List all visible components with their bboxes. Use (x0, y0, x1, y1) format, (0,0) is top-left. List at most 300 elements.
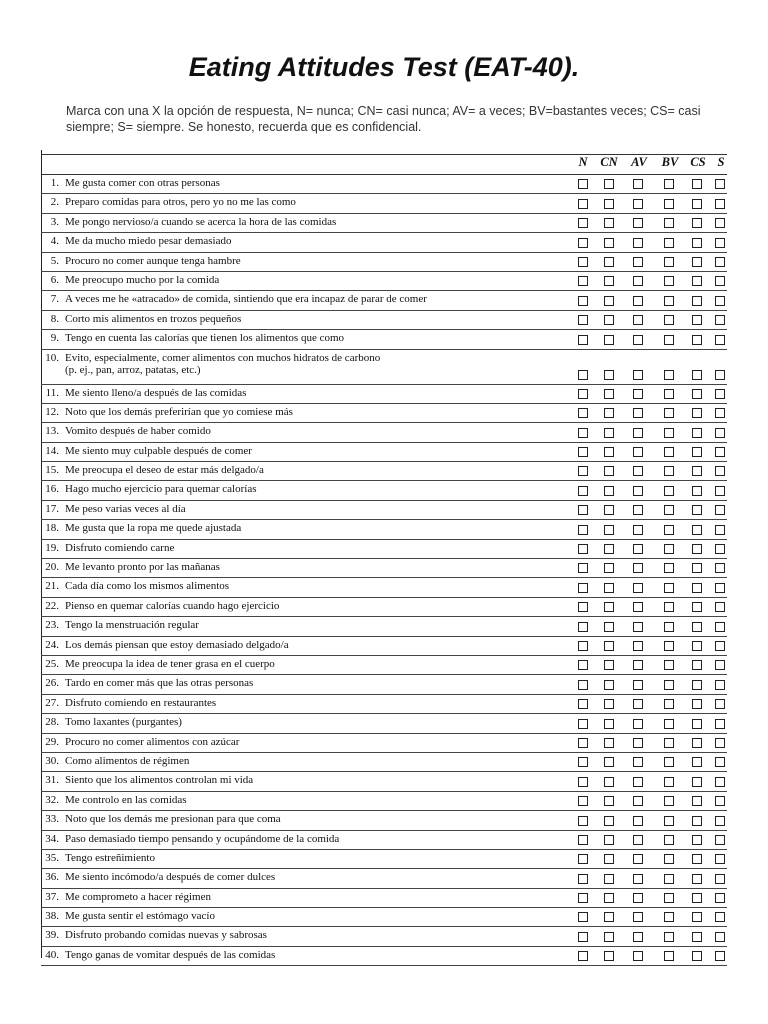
answer-checkbox-cn[interactable] (604, 660, 614, 670)
answer-checkbox-av[interactable] (633, 428, 643, 438)
answer-checkbox-bv[interactable] (664, 816, 674, 826)
answer-checkbox-n[interactable] (578, 932, 588, 942)
answer-checkbox-cn[interactable] (604, 816, 614, 826)
answer-checkbox-n[interactable] (578, 699, 588, 709)
answer-checkbox-bv[interactable] (664, 179, 674, 189)
answer-checkbox-cn[interactable] (604, 335, 614, 345)
answer-checkbox-n[interactable] (578, 874, 588, 884)
answer-checkbox-bv[interactable] (664, 660, 674, 670)
answer-checkbox-av[interactable] (633, 893, 643, 903)
answer-checkbox-av[interactable] (633, 816, 643, 826)
question-row (41, 656, 727, 675)
answer-checkbox-av[interactable] (633, 777, 643, 787)
answer-checkbox-bv[interactable] (664, 276, 674, 286)
answer-checkbox-n[interactable] (578, 296, 588, 306)
question-number: 16. (45, 483, 59, 496)
answer-checkbox-cn[interactable] (604, 179, 614, 189)
answer-checkbox-s[interactable] (715, 486, 725, 496)
question-number: 5. (50, 254, 59, 267)
answer-checkbox-bv[interactable] (664, 912, 674, 922)
question-number: 1. (50, 177, 59, 189)
answer-checkbox-n[interactable] (578, 370, 588, 380)
answer-checkbox-s[interactable] (715, 296, 725, 306)
answer-checkbox-s[interactable] (715, 218, 725, 228)
question-row (41, 869, 727, 888)
answer-checkbox-bv[interactable] (664, 199, 674, 209)
answer-checkbox-bv[interactable] (664, 951, 674, 961)
answer-checkbox-av[interactable] (633, 218, 643, 228)
column-header-s: S (717, 155, 725, 169)
answer-checkbox-cs[interactable] (692, 218, 702, 228)
answer-checkbox-s[interactable] (715, 835, 725, 845)
answer-checkbox-bv[interactable] (664, 680, 674, 690)
answer-checkbox-cs[interactable] (692, 525, 702, 535)
answer-checkbox-s[interactable] (715, 680, 725, 690)
question-text: Me comprometo a hacer régimen (65, 890, 211, 903)
answer-checkbox-av[interactable] (633, 389, 643, 399)
answer-checkbox-cn[interactable] (604, 486, 614, 496)
answer-checkbox-n[interactable] (578, 583, 588, 593)
answer-checkbox-cn[interactable] (604, 796, 614, 806)
answer-checkbox-av[interactable] (633, 912, 643, 922)
answer-checkbox-cs[interactable] (692, 777, 702, 787)
answer-checkbox-n[interactable] (578, 641, 588, 651)
answer-checkbox-s[interactable] (715, 816, 725, 826)
answer-checkbox-n[interactable] (578, 408, 588, 418)
answer-checkbox-s[interactable] (715, 335, 725, 345)
question-number: 19. (45, 541, 59, 554)
answer-checkbox-n[interactable] (578, 719, 588, 729)
answer-checkbox-cn[interactable] (604, 874, 614, 884)
answer-checkbox-cn[interactable] (604, 583, 614, 593)
answer-checkbox-cn[interactable] (604, 622, 614, 632)
answer-checkbox-cs[interactable] (692, 563, 702, 573)
question-text: Disfruto comiendo en restaurantes (65, 696, 217, 709)
question-text: Me gusta sentir el estómago vacío (65, 910, 215, 923)
answer-checkbox-bv[interactable] (664, 641, 674, 651)
answer-checkbox-av[interactable] (633, 583, 643, 593)
answer-checkbox-bv[interactable] (664, 257, 674, 267)
answer-checkbox-bv[interactable] (664, 335, 674, 345)
answer-checkbox-cs[interactable] (692, 335, 702, 345)
answer-checkbox-s[interactable] (715, 179, 725, 189)
question-number: 3. (50, 215, 59, 228)
answer-checkbox-bv[interactable] (664, 389, 674, 399)
answer-checkbox-bv[interactable] (664, 777, 674, 787)
answer-checkbox-cs[interactable] (692, 719, 702, 729)
answer-checkbox-s[interactable] (715, 544, 725, 554)
answer-checkbox-bv[interactable] (664, 835, 674, 845)
answer-checkbox-cn[interactable] (604, 932, 614, 942)
answer-checkbox-cs[interactable] (692, 912, 702, 922)
answer-checkbox-cs[interactable] (692, 738, 702, 748)
answer-checkbox-cn[interactable] (604, 951, 614, 961)
answer-checkbox-cs[interactable] (692, 544, 702, 554)
answer-checkbox-cn[interactable] (604, 296, 614, 306)
question-text: Me preocupa el deseo de estar más delgado/a (65, 464, 264, 477)
answer-checkbox-bv[interactable] (664, 854, 674, 864)
answer-checkbox-s[interactable] (715, 525, 725, 535)
answer-checkbox-bv[interactable] (664, 719, 674, 729)
answer-checkbox-cn[interactable] (604, 428, 614, 438)
question-row (41, 481, 727, 500)
answer-checkbox-cs[interactable] (692, 951, 702, 961)
question-row (41, 695, 727, 714)
answer-checkbox-av[interactable] (633, 874, 643, 884)
answer-checkbox-s[interactable] (715, 641, 725, 651)
answer-checkbox-cn[interactable] (604, 680, 614, 690)
answer-checkbox-bv[interactable] (664, 218, 674, 228)
question-text: Me levanto pronto por las mañanas (65, 561, 220, 574)
answer-checkbox-av[interactable] (633, 525, 643, 535)
question-text: Procuro no comer alimentos con azúcar (65, 735, 240, 748)
answer-checkbox-cn[interactable] (604, 738, 614, 748)
answer-checkbox-bv[interactable] (664, 893, 674, 903)
answer-checkbox-s[interactable] (715, 622, 725, 632)
answer-checkbox-s[interactable] (715, 893, 725, 903)
question-row (41, 311, 727, 330)
answer-checkbox-cs[interactable] (692, 796, 702, 806)
question-row (41, 175, 727, 194)
answer-checkbox-s[interactable] (715, 563, 725, 573)
answer-checkbox-n[interactable] (578, 622, 588, 632)
answer-checkbox-s[interactable] (715, 951, 725, 961)
answer-checkbox-n[interactable] (578, 757, 588, 767)
answer-checkbox-cn[interactable] (604, 218, 614, 228)
answer-checkbox-n[interactable] (578, 835, 588, 845)
answer-checkbox-cs[interactable] (692, 622, 702, 632)
answer-checkbox-cs[interactable] (692, 179, 702, 189)
answer-checkbox-s[interactable] (715, 932, 725, 942)
answer-checkbox-n[interactable] (578, 951, 588, 961)
answer-checkbox-cn[interactable] (604, 505, 614, 515)
answer-checkbox-s[interactable] (715, 738, 725, 748)
answer-checkbox-bv[interactable] (664, 238, 674, 248)
answer-checkbox-bv[interactable] (664, 699, 674, 709)
question-number: 13. (45, 425, 59, 438)
answer-checkbox-av[interactable] (633, 738, 643, 748)
answer-checkbox-cn[interactable] (604, 563, 614, 573)
answer-checkbox-cn[interactable] (604, 315, 614, 325)
question-number: 21. (45, 580, 59, 593)
answer-checkbox-n[interactable] (578, 680, 588, 690)
answer-checkbox-s[interactable] (715, 757, 725, 767)
answer-checkbox-s[interactable] (715, 660, 725, 670)
answer-checkbox-av[interactable] (633, 544, 643, 554)
answer-checkbox-s[interactable] (715, 912, 725, 922)
question-row (41, 831, 727, 850)
answer-checkbox-n[interactable] (578, 447, 588, 457)
answer-checkbox-n[interactable] (578, 179, 588, 189)
answer-checkbox-cs[interactable] (692, 486, 702, 496)
question-number: 33. (45, 813, 59, 826)
answer-checkbox-cs[interactable] (692, 816, 702, 826)
answer-checkbox-bv[interactable] (664, 563, 674, 573)
answer-checkbox-s[interactable] (715, 854, 725, 864)
answer-checkbox-av[interactable] (633, 563, 643, 573)
answer-checkbox-bv[interactable] (664, 466, 674, 476)
column-header-cn: CN (600, 155, 618, 169)
answer-checkbox-av[interactable] (633, 408, 643, 418)
answer-checkbox-cs[interactable] (692, 660, 702, 670)
question-number: 37. (45, 890, 59, 903)
answer-checkbox-cs[interactable] (692, 447, 702, 457)
answer-checkbox-cs[interactable] (692, 428, 702, 438)
question-text: Vomito después de haber comido (65, 425, 211, 438)
answer-checkbox-bv[interactable] (664, 622, 674, 632)
table-header (41, 154, 727, 175)
answer-checkbox-n[interactable] (578, 428, 588, 438)
answer-checkbox-cs[interactable] (692, 199, 702, 209)
answer-checkbox-bv[interactable] (664, 296, 674, 306)
question-number: 23. (45, 619, 59, 632)
question-text: Hago mucho ejercicio para quemar calorías (65, 483, 257, 496)
answer-checkbox-cn[interactable] (604, 276, 614, 286)
answer-checkbox-av[interactable] (633, 257, 643, 267)
answer-checkbox-n[interactable] (578, 218, 588, 228)
answer-checkbox-cn[interactable] (604, 238, 614, 248)
answer-checkbox-cn[interactable] (604, 370, 614, 380)
answer-checkbox-bv[interactable] (664, 738, 674, 748)
answer-checkbox-bv[interactable] (664, 408, 674, 418)
answer-checkbox-cs[interactable] (692, 602, 702, 612)
answer-checkbox-n[interactable] (578, 525, 588, 535)
answer-checkbox-av[interactable] (633, 276, 643, 286)
answer-checkbox-s[interactable] (715, 370, 725, 380)
answer-checkbox-n[interactable] (578, 660, 588, 670)
answer-checkbox-n[interactable] (578, 486, 588, 496)
answer-checkbox-n[interactable] (578, 796, 588, 806)
answer-checkbox-bv[interactable] (664, 602, 674, 612)
question-text: Pienso en quemar calorías cuando hago ejercicio (65, 599, 280, 612)
answer-checkbox-s[interactable] (715, 389, 725, 399)
question-number: 6. (50, 273, 59, 286)
question-text: Me gusta que la ropa me quede ajustada (65, 522, 242, 535)
answer-checkbox-av[interactable] (633, 296, 643, 306)
answer-checkbox-cn[interactable] (604, 257, 614, 267)
answer-checkbox-av[interactable] (633, 641, 643, 651)
question-text: Tengo ganas de vomitar después de las comidas (65, 948, 276, 961)
answer-checkbox-cs[interactable] (692, 505, 702, 515)
answer-checkbox-av[interactable] (633, 660, 643, 670)
answer-checkbox-bv[interactable] (664, 428, 674, 438)
question-number: 32. (45, 793, 59, 806)
answer-checkbox-n[interactable] (578, 563, 588, 573)
answer-checkbox-cs[interactable] (692, 257, 702, 267)
answer-checkbox-cn[interactable] (604, 893, 614, 903)
answer-checkbox-cn[interactable] (604, 641, 614, 651)
column-header-cs: CS (690, 155, 706, 169)
answer-checkbox-bv[interactable] (664, 525, 674, 535)
question-row (41, 423, 727, 442)
question-text: Paso demasiado tiempo pensando y ocupándome de la comida (65, 832, 340, 845)
answer-checkbox-cs[interactable] (692, 680, 702, 690)
answer-checkbox-cs[interactable] (692, 408, 702, 418)
answer-checkbox-s[interactable] (715, 408, 725, 418)
answer-checkbox-n[interactable] (578, 199, 588, 209)
question-text: Cada día como los mismos alimentos (65, 580, 230, 593)
answer-checkbox-cs[interactable] (692, 315, 702, 325)
question-number: 36. (45, 871, 59, 884)
answer-checkbox-n[interactable] (578, 505, 588, 515)
answer-checkbox-av[interactable] (633, 505, 643, 515)
answer-checkbox-s[interactable] (715, 602, 725, 612)
answer-checkbox-bv[interactable] (664, 486, 674, 496)
answer-checkbox-bv[interactable] (664, 874, 674, 884)
question-text: Tomo laxantes (purgantes) (65, 716, 182, 729)
answer-checkbox-bv[interactable] (664, 757, 674, 767)
question-number: 15. (45, 464, 59, 477)
answer-checkbox-cn[interactable] (604, 466, 614, 476)
answer-checkbox-n[interactable] (578, 893, 588, 903)
answer-checkbox-s[interactable] (715, 777, 725, 787)
answer-checkbox-av[interactable] (633, 699, 643, 709)
answer-checkbox-av[interactable] (633, 199, 643, 209)
answer-checkbox-s[interactable] (715, 796, 725, 806)
answer-checkbox-n[interactable] (578, 335, 588, 345)
answer-checkbox-s[interactable] (715, 583, 725, 593)
answer-checkbox-n[interactable] (578, 466, 588, 476)
answer-checkbox-cs[interactable] (692, 757, 702, 767)
answer-checkbox-av[interactable] (633, 719, 643, 729)
answer-checkbox-s[interactable] (715, 238, 725, 248)
answer-checkbox-cn[interactable] (604, 777, 614, 787)
answer-checkbox-n[interactable] (578, 738, 588, 748)
answer-checkbox-bv[interactable] (664, 370, 674, 380)
answer-checkbox-av[interactable] (633, 757, 643, 767)
question-text: Me pongo nervioso/a cuando se acerca la hora de las comidas (65, 215, 337, 228)
question-text: Los demás piensan que estoy demasiado delgado/a (65, 638, 289, 651)
question-row (41, 443, 727, 462)
answer-checkbox-cn[interactable] (604, 408, 614, 418)
answer-checkbox-av[interactable] (633, 680, 643, 690)
question-row (41, 617, 727, 636)
answer-checkbox-cs[interactable] (692, 874, 702, 884)
answer-checkbox-av[interactable] (633, 238, 643, 248)
answer-checkbox-s[interactable] (715, 428, 725, 438)
answer-checkbox-n[interactable] (578, 315, 588, 325)
column-header-av: AV (631, 155, 647, 169)
answer-checkbox-bv[interactable] (664, 796, 674, 806)
answer-checkbox-cn[interactable] (604, 699, 614, 709)
answer-checkbox-cn[interactable] (604, 719, 614, 729)
answer-checkbox-cs[interactable] (692, 296, 702, 306)
question-number: 2. (50, 196, 59, 209)
answer-checkbox-bv[interactable] (664, 932, 674, 942)
answer-checkbox-n[interactable] (578, 238, 588, 248)
answer-checkbox-n[interactable] (578, 257, 588, 267)
answer-checkbox-s[interactable] (715, 719, 725, 729)
answer-checkbox-cn[interactable] (604, 757, 614, 767)
answer-checkbox-s[interactable] (715, 315, 725, 325)
answer-checkbox-s[interactable] (715, 874, 725, 884)
answer-checkbox-bv[interactable] (664, 583, 674, 593)
answer-checkbox-av[interactable] (633, 466, 643, 476)
question-row (41, 330, 727, 349)
answer-checkbox-cs[interactable] (692, 466, 702, 476)
answer-checkbox-cs[interactable] (692, 370, 702, 380)
answer-checkbox-bv[interactable] (664, 505, 674, 515)
answer-checkbox-bv[interactable] (664, 447, 674, 457)
answer-checkbox-n[interactable] (578, 816, 588, 826)
answer-checkbox-cs[interactable] (692, 238, 702, 248)
answer-checkbox-s[interactable] (715, 466, 725, 476)
answer-checkbox-bv[interactable] (664, 315, 674, 325)
answer-checkbox-av[interactable] (633, 932, 643, 942)
answer-checkbox-cs[interactable] (692, 276, 702, 286)
question-number: 30. (45, 754, 59, 767)
answer-checkbox-s[interactable] (715, 257, 725, 267)
answer-checkbox-bv[interactable] (664, 544, 674, 554)
answer-checkbox-cn[interactable] (604, 525, 614, 535)
answer-checkbox-av[interactable] (633, 796, 643, 806)
answer-checkbox-n[interactable] (578, 544, 588, 554)
page-title: Eating Attitudes Test (EAT-40). (188, 52, 580, 82)
answer-checkbox-av[interactable] (633, 602, 643, 612)
column-header-bv: BV (661, 155, 679, 169)
question-text: Tengo la menstruación regular (65, 619, 199, 632)
question-number: 14. (45, 444, 59, 457)
answer-checkbox-n[interactable] (578, 602, 588, 612)
answer-checkbox-av[interactable] (633, 370, 643, 380)
answer-checkbox-cs[interactable] (692, 835, 702, 845)
answer-checkbox-cn[interactable] (604, 602, 614, 612)
question-row (41, 462, 727, 481)
question-text: Me siento muy culpable después de comer (65, 444, 252, 457)
answer-checkbox-cn[interactable] (604, 835, 614, 845)
answer-checkbox-cs[interactable] (692, 932, 702, 942)
question-text: Noto que los demás me presionan para que coma (65, 813, 281, 826)
answer-checkbox-av[interactable] (633, 179, 643, 189)
question-number: 28. (45, 716, 59, 729)
answer-checkbox-cn[interactable] (604, 854, 614, 864)
answer-checkbox-av[interactable] (633, 447, 643, 457)
question-row (41, 734, 727, 753)
answer-checkbox-s[interactable] (715, 276, 725, 286)
answer-checkbox-cn[interactable] (604, 389, 614, 399)
answer-checkbox-s[interactable] (715, 199, 725, 209)
answer-checkbox-cs[interactable] (692, 389, 702, 399)
answer-checkbox-cs[interactable] (692, 641, 702, 651)
answer-checkbox-cs[interactable] (692, 583, 702, 593)
question-row (41, 253, 727, 272)
question-table (41, 175, 727, 966)
answer-checkbox-s[interactable] (715, 505, 725, 515)
answer-checkbox-av[interactable] (633, 951, 643, 961)
answer-checkbox-n[interactable] (578, 854, 588, 864)
answer-checkbox-cn[interactable] (604, 447, 614, 457)
answer-checkbox-av[interactable] (633, 315, 643, 325)
answer-checkbox-n[interactable] (578, 912, 588, 922)
answer-checkbox-n[interactable] (578, 276, 588, 286)
answer-checkbox-n[interactable] (578, 777, 588, 787)
answer-checkbox-cs[interactable] (692, 699, 702, 709)
answer-checkbox-av[interactable] (633, 854, 643, 864)
answer-checkbox-cs[interactable] (692, 893, 702, 903)
answer-checkbox-cn[interactable] (604, 912, 614, 922)
answer-checkbox-cs[interactable] (692, 854, 702, 864)
answer-checkbox-av[interactable] (633, 335, 643, 345)
answer-checkbox-av[interactable] (633, 486, 643, 496)
question-number: 22. (45, 599, 59, 612)
answer-checkbox-av[interactable] (633, 835, 643, 845)
answer-checkbox-cn[interactable] (604, 544, 614, 554)
answer-checkbox-n[interactable] (578, 389, 588, 399)
answer-checkbox-s[interactable] (715, 699, 725, 709)
answer-checkbox-cn[interactable] (604, 199, 614, 209)
answer-checkbox-av[interactable] (633, 622, 643, 632)
answer-checkbox-s[interactable] (715, 447, 725, 457)
